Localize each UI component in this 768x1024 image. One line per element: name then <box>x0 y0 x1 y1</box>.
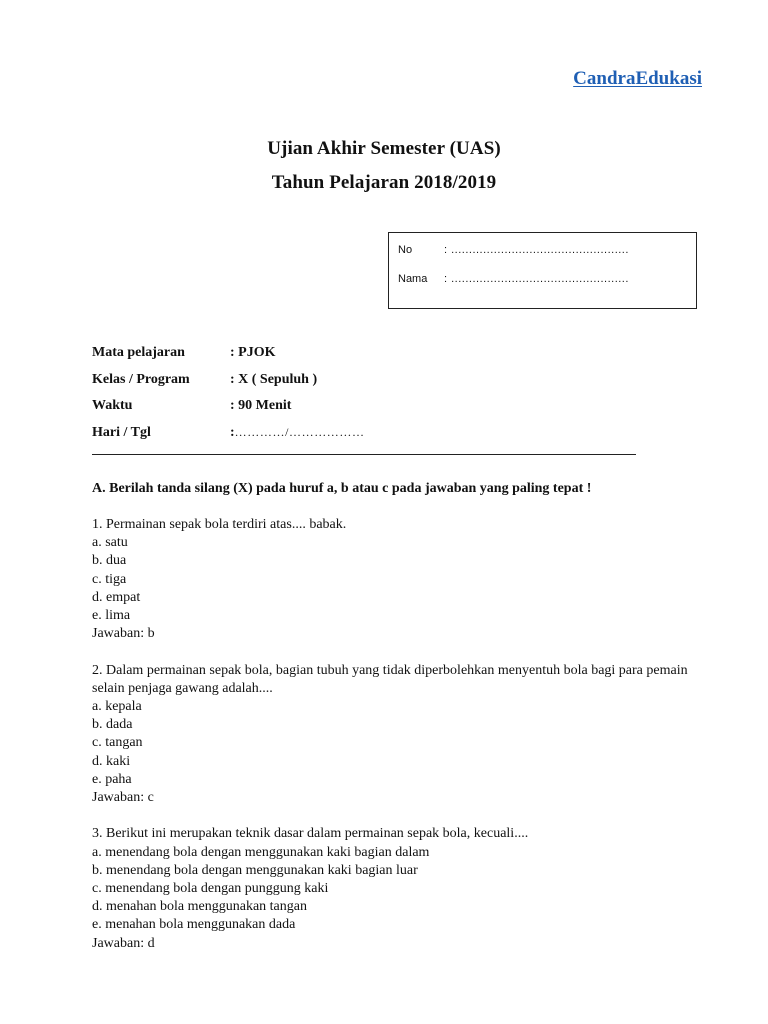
option-e[interactable]: e. lima <box>92 608 131 624</box>
option-d[interactable]: d. kaki <box>92 753 131 769</box>
nama-label: Nama <box>398 273 428 285</box>
option-b[interactable]: b. menendang bola dengan menggunakan kaki bagian luar <box>92 862 418 878</box>
option-d[interactable]: d. empat <box>92 589 141 605</box>
meta-label: Mata pelajaran <box>92 345 185 360</box>
option-b[interactable]: b. dua <box>92 553 127 569</box>
exam-meta <box>92 345 365 451</box>
question-text: 2. Dalam permainan sepak bola, bagian tubuh yang tidak diperbolehkan menyentuh bola bagi para pemain selain penjaga gawang adalah.... <box>92 662 688 696</box>
meta-value: : PJOK <box>230 345 276 360</box>
question-1 <box>92 516 712 643</box>
date-field[interactable]: …………/……………… <box>234 424 365 439</box>
answer-key: Jawaban: b <box>92 626 155 642</box>
nama-field[interactable]: : .................................................. <box>444 273 629 285</box>
option-c[interactable]: c. tangan <box>92 735 143 751</box>
option-c[interactable]: c. tiga <box>92 571 127 587</box>
answer-key: Jawaban: c <box>92 790 154 806</box>
question-3 <box>92 825 712 952</box>
meta-row-class <box>92 372 365 399</box>
option-a[interactable]: a. kepala <box>92 699 142 715</box>
option-a[interactable]: a. menendang bola dengan menggunakan kaki bagian dalam <box>92 844 430 860</box>
id-row-nama <box>398 273 629 285</box>
brand-link[interactable]: CandraEdukasi <box>573 68 702 89</box>
id-row-no <box>398 244 629 256</box>
option-d[interactable]: d. menahan bola menggunakan tangan <box>92 899 307 915</box>
meta-row-subject <box>92 345 365 372</box>
student-id-box <box>388 232 697 309</box>
meta-value: : 90 Menit <box>230 398 292 413</box>
question-text: 3. Berikut ini merupakan teknik dasar dalam permainan sepak bola, kecuali.... <box>92 826 529 842</box>
question-list <box>92 516 712 971</box>
meta-label: Waktu <box>92 398 133 413</box>
school-year-title: Tahun Pelajaran 2018/2019 <box>271 172 497 193</box>
option-b[interactable]: b. dada <box>92 717 133 733</box>
option-a[interactable]: a. satu <box>92 535 128 551</box>
question-2 <box>92 662 712 808</box>
meta-label: Hari / Tgl <box>92 424 151 440</box>
option-e[interactable]: e. paha <box>92 771 132 787</box>
answer-key: Jawaban: d <box>92 935 155 951</box>
exam-title: Ujian Akhir Semester (UAS) <box>267 138 501 159</box>
meta-label: Kelas / Program <box>92 371 190 387</box>
no-field[interactable]: : .................................................. <box>444 244 629 256</box>
meta-row-date <box>92 425 365 452</box>
option-c[interactable]: c. menendang bola dengan punggung kaki <box>92 881 329 897</box>
question-text: 1. Permainan sepak bola terdiri atas.... babak. <box>92 517 347 532</box>
option-e[interactable]: e. menahan bola menggunakan dada <box>92 917 296 933</box>
meta-value: : X ( Sepuluh ) <box>230 371 318 387</box>
instruction-text: A. Berilah tanda silang (X) pada huruf a, b atau c pada jawaban yang paling tepat ! <box>92 481 592 496</box>
section-divider <box>92 454 636 455</box>
meta-row-time <box>92 398 365 425</box>
meta-value: : <box>230 424 235 440</box>
no-label: No <box>398 244 413 256</box>
